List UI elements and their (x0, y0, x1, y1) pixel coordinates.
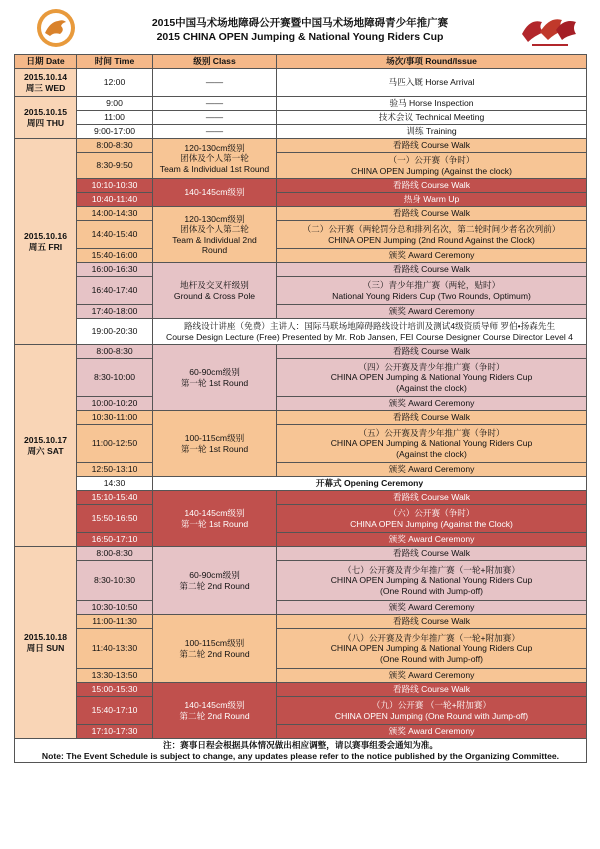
time-cell: 15:50-16:50 (77, 505, 153, 533)
table-row (15, 153, 587, 179)
date-cell: 2015.10.15 周四 THU (15, 97, 77, 139)
note-row (15, 739, 587, 763)
table-row (15, 561, 587, 601)
class-cell: —— (153, 111, 277, 125)
class-cell: 120-130cm级别 团体及个人第二轮 Team & Individual 2nd Round (153, 207, 277, 263)
date-cell: 2015.10.14 周三 WED (15, 69, 77, 97)
class-cell: —— (153, 97, 277, 111)
time-cell: 11:00-11:30 (77, 615, 153, 629)
title-en: 2015 CHINA OPEN Jumping & National Young Riders Cup (156, 31, 444, 43)
horse-emblem-icon (36, 8, 76, 48)
red-horses-logo-icon (518, 10, 580, 50)
time-cell: 8:30-10:00 (77, 359, 153, 397)
round-cell: 看路线 Course Walk (277, 345, 587, 359)
round-cell: （二）公开赛（两轮罚分总和排列名次，第二轮时间少者名次列前） CHINA OPEN Jumping (2nd Round Against the Clock) (277, 221, 587, 249)
round-cell: 看路线 Course Walk (277, 683, 587, 697)
table-row (15, 697, 587, 725)
round-cell: 看路线 Course Walk (277, 547, 587, 561)
table-row (15, 547, 587, 561)
class-cell: 120-130cm级别 团体及个人第一轮 Team & Individual 1st Round (153, 139, 277, 179)
class-cell: 100-115cm级别 第一轮 1st Round (153, 411, 277, 477)
time-cell: 15:40-17:10 (77, 697, 153, 725)
table-row (15, 533, 587, 547)
time-cell: 14:30 (77, 477, 153, 491)
table-row (15, 477, 587, 491)
class-cell: —— (153, 69, 277, 97)
table-row (15, 615, 587, 629)
time-cell: 8:00-8:30 (77, 345, 153, 359)
round-cell: 颁奖 Award Ceremony (277, 601, 587, 615)
time-cell: 11:00-12:50 (77, 425, 153, 463)
time-cell: 15:40-16:00 (77, 249, 153, 263)
schedule-table (14, 54, 587, 763)
round-cell: 颁奖 Award Ceremony (277, 249, 587, 263)
time-cell: 16:00-16:30 (77, 263, 153, 277)
date-cell: 2015.10.17 周六 SAT (15, 345, 77, 547)
round-cell: 看路线 Course Walk (277, 139, 587, 153)
time-cell: 10:10-10:30 (77, 179, 153, 193)
time-cell: 10:30-10:50 (77, 601, 153, 615)
col-time: 时间 Time (77, 55, 153, 69)
time-cell: 8:30-9:50 (77, 153, 153, 179)
table-row (15, 263, 587, 277)
round-cell: 看路线 Course Walk (277, 615, 587, 629)
time-cell: 8:30-10:30 (77, 561, 153, 601)
table-row (15, 207, 587, 221)
date-cell: 2015.10.16 周五 FRI (15, 139, 77, 345)
time-cell: 9:00-17:00 (77, 125, 153, 139)
round-cell: 看路线 Course Walk (277, 263, 587, 277)
table-row (15, 669, 587, 683)
time-cell: 11:40-13:30 (77, 629, 153, 669)
round-cell: 验马 Horse Inspection (277, 97, 587, 111)
table-row (15, 463, 587, 477)
table-row (15, 305, 587, 319)
class-cell: 140-145cm级别 第一轮 1st Round (153, 491, 277, 547)
col-class: 级别 Class (153, 55, 277, 69)
time-cell: 17:10-17:30 (77, 725, 153, 739)
page-header (14, 8, 586, 52)
table-row (15, 139, 587, 153)
round-cell: 训练 Training (277, 125, 587, 139)
table-row (15, 397, 587, 411)
time-cell: 16:50-17:10 (77, 533, 153, 547)
date-cell: 2015.10.18 周日 SUN (15, 547, 77, 739)
time-cell: 13:30-13:50 (77, 669, 153, 683)
time-cell: 16:40-17:40 (77, 277, 153, 305)
title-cn: 2015中国马术场地障碍公开赛暨中国马术场地障碍青少年推广赛 (151, 17, 449, 29)
table-row (15, 683, 587, 697)
class-cell: 140-145cm级别 第二轮 2nd Round (153, 683, 277, 739)
round-cell: 看路线 Course Walk (277, 411, 587, 425)
round-cell: （六）公开赛（争时） CHINA OPEN Jumping (Against the Clock) (277, 505, 587, 533)
time-cell: 14:00-14:30 (77, 207, 153, 221)
time-cell: 8:00-8:30 (77, 547, 153, 561)
round-cell: （五）公开赛及青少年推广赛（争时） CHINA OPEN Jumping & National Young Riders Cup (Against the clock) (277, 425, 587, 463)
time-cell: 10:00-10:20 (77, 397, 153, 411)
class-cell: 100-115cm级别 第二轮 2nd Round (153, 615, 277, 683)
time-cell: 17:40-18:00 (77, 305, 153, 319)
table-row (15, 179, 587, 193)
table-row (15, 411, 587, 425)
table-row (15, 125, 587, 139)
round-cell: （九）公开赛 （一轮+附加赛） CHINA OPEN Jumping (One Round with Jump-off) (277, 697, 587, 725)
schedule-note: 注：赛事日程会根据具体情况做出相应调整，请以赛事组委会通知为准。 Note: The Event Schedule is subject to change, any updates please refer to the notice published by the Organizing Committee. (15, 739, 587, 763)
time-cell: 12:50-13:10 (77, 463, 153, 477)
class-cell: 60-90cm级别 第一轮 1st Round (153, 345, 277, 411)
time-cell: 8:00-8:30 (77, 139, 153, 153)
round-cell: 颁奖 Award Ceremony (277, 305, 587, 319)
table-row (15, 629, 587, 669)
table-header-row (15, 55, 587, 69)
round-cell: 开幕式 Opening Ceremony (153, 477, 587, 491)
time-cell: 12:00 (77, 69, 153, 97)
class-cell: —— (153, 125, 277, 139)
table-row (15, 345, 587, 359)
round-cell: 看路线 Course Walk (277, 207, 587, 221)
round-cell: 颁奖 Award Ceremony (277, 669, 587, 683)
time-cell: 10:40-11:40 (77, 193, 153, 207)
col-round: 场次/事项 Round/Issue (277, 55, 587, 69)
round-cell: （七）公开赛及青少年推广赛（一轮+附加赛） CHINA OPEN Jumping & National Young Riders Cup (One Round with Jump-off) (277, 561, 587, 601)
time-cell: 14:40-15:40 (77, 221, 153, 249)
class-cell: 60-90cm级别 第二轮 2nd Round (153, 547, 277, 615)
round-cell: 看路线 Course Walk (277, 179, 587, 193)
table-row (15, 491, 587, 505)
time-cell: 15:10-15:40 (77, 491, 153, 505)
table-row (15, 425, 587, 463)
table-row (15, 249, 587, 263)
table-row (15, 111, 587, 125)
time-cell: 15:00-15:30 (77, 683, 153, 697)
round-cell: （一）公开赛（争时） CHINA OPEN Jumping (Against the clock) (277, 153, 587, 179)
page-title (104, 16, 496, 44)
time-cell: 10:30-11:00 (77, 411, 153, 425)
table-row (15, 725, 587, 739)
table-row (15, 359, 587, 397)
table-row (15, 601, 587, 615)
table-row (15, 505, 587, 533)
time-cell: 11:00 (77, 111, 153, 125)
col-date: 日期 Date (15, 55, 77, 69)
table-row (15, 277, 587, 305)
class-cell: 地杆及交叉杆级别 Ground & Cross Pole (153, 263, 277, 319)
table-row (15, 221, 587, 249)
round-cell: 技术会议 Technical Meeting (277, 111, 587, 125)
round-cell: 马匹入厩 Horse Arrival (277, 69, 587, 97)
time-cell: 9:00 (77, 97, 153, 111)
table-row (15, 193, 587, 207)
time-cell: 19:00-20:30 (77, 319, 153, 345)
table-row (15, 69, 587, 97)
round-cell: 热身 Warm Up (277, 193, 587, 207)
round-cell: 颁奖 Award Ceremony (277, 397, 587, 411)
round-cell: （四）公开赛及青少年推广赛（争时） CHINA OPEN Jumping & National Young Riders Cup (Against the clock) (277, 359, 587, 397)
round-cell: 颁奖 Award Ceremony (277, 463, 587, 477)
round-cell: 颁奖 Award Ceremony (277, 725, 587, 739)
round-cell: 颁奖 Award Ceremony (277, 533, 587, 547)
class-cell: 140-145cm级别 (153, 179, 277, 207)
round-cell: （三）青少年推广赛（两轮，贴时） National Young Riders Cup (Two Rounds, Optimum) (277, 277, 587, 305)
round-cell: （八）公开赛及青少年推广赛（一轮+附加赛） CHINA OPEN Jumping & National Young Riders Cup (One Round with Jump-off) (277, 629, 587, 669)
round-cell: 看路线 Course Walk (277, 491, 587, 505)
table-row (15, 97, 587, 111)
table-row (15, 319, 587, 345)
round-cell: 路线设计讲座（免费）主讲人：国际马联场地障碍路线设计培训及测试4级资质导师 罗伯•扬森先生 Course Design Lecture (Free) Presented by Mr. Rob Jansen, FEI Course Designer Course Director Level 4 (153, 319, 587, 345)
